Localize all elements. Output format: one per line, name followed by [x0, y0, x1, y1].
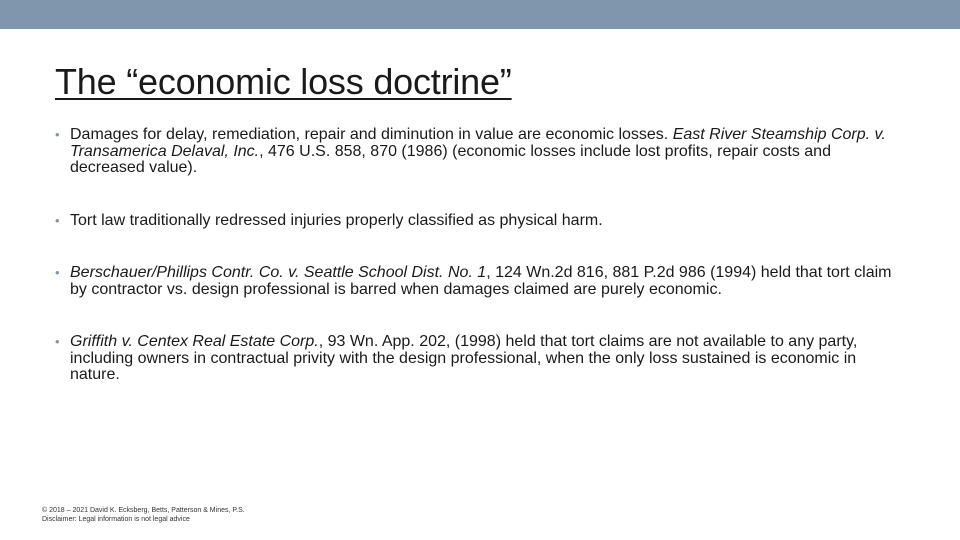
case-citation-name: Berschauer/Phillips Contr. Co. v. Seattle School Dist. No. 1 — [70, 264, 487, 281]
footer-copyright: © 2018 – 2021 David K. Ecksberg, Betts, Patterson & Mines, P.S. — [42, 507, 245, 514]
bullet-text-continued: , 93 Wn. App. 202, (1998) held that tort claims are not available to any party, including owners in contractual privity with the design professional, when the only loss sustained is economic in nature. — [70, 333, 858, 383]
case-citation-name: East River Steamship Corp. v. Transamerica Delaval, Inc. — [70, 126, 886, 160]
bullet-text: Tort law traditionally redressed injuries properly classified as physical harm. — [70, 211, 603, 229]
bullet-list — [55, 127, 900, 384]
bullet-text-continued: , 476 U.S. 858, 870 (1986) (economic losses include lost profits, repair costs and decreased value). — [70, 142, 831, 176]
bullet-icon: • — [55, 212, 60, 228]
bullet-item-griffith — [55, 334, 900, 384]
bullet-icon: • — [55, 265, 60, 280]
bullet-item-damages — [55, 127, 900, 177]
bullet-item-berschauer — [55, 265, 900, 298]
bullet-icon: • — [55, 127, 60, 142]
bullet-text-continued: , 124 Wn.2d 816, 881 P.2d 986 (1994) held that tort claim by contractor vs. design professional is barred when damages claimed are purely economic. — [70, 264, 892, 298]
top-band — [0, 0, 960, 29]
slide-footer — [42, 507, 245, 524]
bullet-text: Damages for delay, remediation, repair and diminution in value are economic losses. — [70, 126, 673, 143]
case-citation-name: Griffith v. Centex Real Estate Corp. — [70, 333, 319, 350]
bullet-item-tort-law — [55, 213, 900, 230]
bullet-icon: • — [55, 334, 60, 349]
slide-title: The “economic loss doctrine” — [55, 61, 512, 102]
footer-disclaimer: Disclaimer: Legal information is not legal advice — [42, 515, 190, 523]
